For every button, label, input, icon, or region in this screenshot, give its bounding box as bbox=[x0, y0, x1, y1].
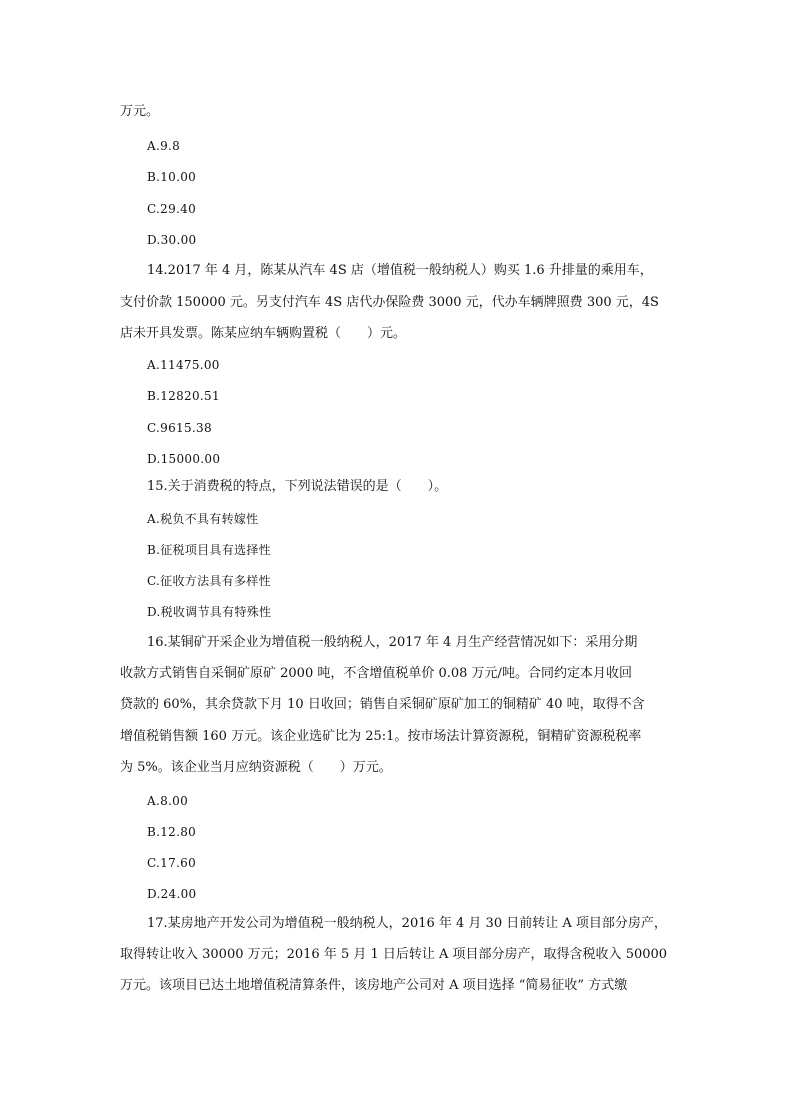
option-d: D.30.00 bbox=[147, 233, 197, 247]
question-14-line-1: 14.2017 年 4 月，陈某从汽车 4S 店（增值税一般纳税人）购买 1.6 升排量的乘用车， bbox=[147, 263, 653, 278]
option-c: C.9615.38 bbox=[147, 421, 212, 435]
option-a: A.11475.00 bbox=[147, 358, 220, 372]
option-a: A.税负不具有转嫁性 bbox=[147, 512, 259, 526]
option-d: D.24.00 bbox=[147, 887, 197, 901]
option-b: B.12820.51 bbox=[147, 389, 220, 403]
question-16-line-1: 16.某铜矿开采企业为增值税一般纳税人，2017 年 4 月生产经营情况如下：采用分期 bbox=[147, 635, 638, 650]
option-c: C.29.40 bbox=[147, 202, 197, 216]
question-16-line-5: 为 5%。该企业当月应纳资源税（ ）万元。 bbox=[120, 760, 392, 775]
question-15-line-1: 15.关于消费税的特点，下列说法错误的是（ ）。 bbox=[147, 479, 448, 494]
option-a: A.9.8 bbox=[147, 139, 181, 153]
question-14-line-2: 支付价款 150000 元。另支付汽车 4S 店代办保险费 3000 元，代办车辆牌照费 300 元，4S bbox=[120, 295, 659, 310]
option-c: C.征收方法具有多样性 bbox=[147, 574, 271, 588]
question-16-line-3: 贷款的 60%，其余贷款下月 10 日收回；销售自采铜矿原矿加工的铜精矿 40 吨，取得不含 bbox=[120, 697, 645, 712]
continuation-text: 万元。 bbox=[120, 104, 160, 119]
question-16-line-2: 收款方式销售自采铜矿原矿 2000 吨，不含增值税单价 0.08 万元/吨。合同约定本月收回 bbox=[120, 666, 632, 681]
question-17-line-3: 万元。该项目已达土地增值税清算条件，该房地产公司对 A 项目选择 “简易征收” 方式缴 bbox=[120, 978, 628, 993]
option-d: D.15000.00 bbox=[147, 452, 221, 466]
question-17-line-1: 17.某房地产开发公司为增值税一般纳税人，2016 年 4 月 30 日前转让 A 项目部分房产， bbox=[147, 916, 667, 931]
option-a: A.8.00 bbox=[147, 794, 188, 808]
question-14-line-3: 店未开具发票。陈某应纳车辆购置税（ ）元。 bbox=[120, 326, 407, 341]
option-b: B.10.00 bbox=[147, 170, 197, 184]
question-16-line-4: 增值税销售额 160 万元。该企业选矿比为 25:1。按市场法计算资源税，铜精矿资源税税率 bbox=[120, 729, 642, 744]
option-d: D.税收调节具有特殊性 bbox=[147, 605, 272, 619]
option-b: B.征税项目具有选择性 bbox=[147, 543, 271, 557]
option-b: B.12.80 bbox=[147, 825, 197, 839]
question-17-line-2: 取得转让收入 30000 万元；2016 年 5 月 1 日后转让 A 项目部分房产，取得含税收入 50000 bbox=[120, 947, 668, 962]
option-c: C.17.60 bbox=[147, 856, 197, 870]
